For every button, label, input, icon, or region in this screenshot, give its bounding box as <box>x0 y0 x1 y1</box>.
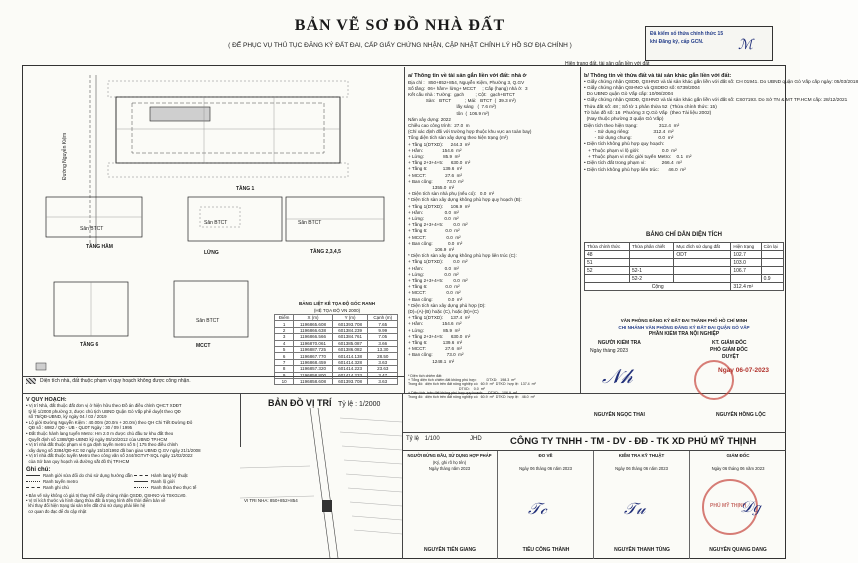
table-row <box>585 251 784 259</box>
planning-line: • Vị trí Nhà, đất thuộc đất đơn vị ở hiện hữu theo Đồ án điều chỉnh QHCT XDĐT <box>26 403 182 408</box>
coord-cell: 13.30 <box>368 346 398 352</box>
legend-item-label: Ranh lộ giới <box>151 479 175 485</box>
legend-lines <box>26 473 238 493</box>
legend-item-label: Hành lang kỹ thuật <box>151 473 188 479</box>
coord-cell: 3.63 <box>368 359 398 365</box>
coord-cell: 1196868.459 <box>294 359 332 365</box>
director-role-3: DUYỆT <box>722 354 739 360</box>
land-info-line: • Diện tích không phù hợp liên trúc: 46.0 m² <box>584 167 686 173</box>
building-info-line: + Lửng: 85.9 m² <box>408 327 460 333</box>
planning-line: xây dựng số 3384/QĐ-KC 92 ngày 15/10/1992 đã ban giao UBND Q.GV ngày 21/1/2008 <box>26 447 201 453</box>
coordinate-table-block <box>274 301 400 385</box>
area-header: Thửa chính thức <box>585 243 630 251</box>
floor-label-tang-2345: TẦNG 2,3,4,5 <box>310 249 341 255</box>
room-label-4: Sân BTCT <box>196 318 220 324</box>
building-info-line: + Tầng 1(DTXD): 106.9 m² <box>408 203 471 209</box>
planning-heading: V QUY HOẠCH: <box>26 396 67 403</box>
coord-cell: 601393.708 <box>332 378 368 384</box>
sign-role: NGƯỜI ĐỨNG ĐẦU, SỬ DỤNG HỢP PHÁP <box>407 453 492 458</box>
coord-cell: 1196858.800 <box>294 372 332 378</box>
table-row <box>585 259 784 267</box>
building-info-line: * Diện tích sàn xây dựng không phù hợp liên trúc (C): <box>408 253 517 259</box>
planning-line: • Vị trí nhà đất thuộc phạm vi 6 ga định tuyến metro số 5 ( 175 theo điều chỉnh <box>26 442 178 448</box>
coord-cell: 1196865.608 <box>294 321 332 327</box>
coord-cell: 1196866.638 <box>294 327 332 333</box>
divider-map-left <box>240 393 241 447</box>
legend-item-label: Ranh thửa theo thực tế <box>151 485 197 491</box>
planning-line: • Vị trí nhà đất thuộc tuyến Metro theo công văn số 244/SGTVT-SQL ngày 11/02/2022 <box>26 453 193 459</box>
coord-cell: 9 <box>275 372 294 378</box>
area-cell <box>731 275 761 283</box>
building-info-line: (D)=(A)-(B) hoặc (C), hoặc (B)+(C) <box>408 309 479 315</box>
coord-cell: 10 <box>275 378 294 384</box>
land-info-line: • Giấy chứng nhận QSDĐ, QSHNO và tài sản khác gắn liền với đất số: CS07193. Do Sở TN & MT TP.HCM cấp: 28/12/2021 <box>584 98 848 104</box>
land-info-line: • Giấy chứng nhận QSDĐ, QSHNO và tài sản khác gắn liền với đất số: CH 01941. Do UBND quận Gò Vấp cấp ngày: 05/03/2018 <box>584 79 858 85</box>
building-info-line: + MCCT: 0.0 m² <box>408 290 461 296</box>
building-info-line: + Tầng 1(DTXD): 0.0 m² <box>408 259 468 265</box>
area-cell: 52-2 <box>629 275 673 283</box>
building-info-lines <box>408 80 578 365</box>
legend-line-sample <box>26 481 40 482</box>
approval-org-1: VĂN PHÒNG ĐĂNG KÝ ĐẤT ĐAI THÀNH PHỐ HỒ CHÍ MINH <box>620 318 748 323</box>
floor-label-tang-6: TẦNG 6 <box>80 342 99 348</box>
area-cell <box>674 259 731 267</box>
building-info-line: + Hầm: 0.0 m² <box>408 209 459 215</box>
coord-cell: 1196858.608 <box>294 378 332 384</box>
approval-org-2: CHI NHÁNH VĂN PHÒNG ĐĂNG KÝ ĐẤT ĐAI QUẬN GÒ VẤP <box>618 324 750 330</box>
planning-line: của Sở ban quy hoạch và đường sắt đô thị TP.HCM <box>26 458 130 464</box>
area-cell: 0.9 <box>761 275 783 283</box>
room-label-3: Sân BTCT <box>298 220 322 226</box>
area-cell <box>629 259 673 267</box>
building-info-line: + Tầng 1(DTXD): 244.3 m² <box>408 141 471 147</box>
building-info-line: + Tầng 6: 0.0 m² <box>408 228 460 234</box>
building-info-line: + Lửng: 0.0 m² <box>408 271 459 277</box>
planning-line: • Lộ giới Đường Nguyễn Kiệm : 40.00m (20.0m + 20.0m) theo QH Chi Tiết Đường Đô <box>26 419 193 425</box>
planning-line: tỷ lệ 1/2000 phường 3, được chủ tịch UBND Quận Gò Vấp phê duyệt theo QĐ <box>26 408 181 414</box>
coord-cell: 3.47 <box>368 372 398 378</box>
divider-plan-info <box>404 67 405 393</box>
building-info-line: + Tầng 2+3+4+5: 630.0 m² <box>408 333 471 339</box>
note-row-1 <box>26 378 238 385</box>
building-info-line: + Ban công: 73.0 m² <box>408 178 464 184</box>
area-cell <box>629 251 673 259</box>
area-cell: 103.0 <box>731 259 761 267</box>
sign-role: ĐO VẼ <box>538 453 553 458</box>
sign-date: Ngày 06 tháng 06 năm 2023 <box>615 465 668 471</box>
building-info-line: + Tầng 6: 139.6 m² <box>408 166 463 172</box>
document-subtitle: ( ĐỂ PHỤC VỤ THỦ TỤC ĐĂNG KÝ ĐẤT ĐAI, CẤP GIẤY CHỨNG NHẬN, CẬP NHẬT CHỈNH LÝ HỒ SƠ ĐỊA CHÍNH ) <box>228 42 572 49</box>
coord-cell: 4 <box>275 340 294 346</box>
coord-cell: 28.50 <box>368 353 398 359</box>
summary-line: + Tổng diện tích chiếm đất không phù hợp: DTXD: 198.3 m² <box>408 378 516 383</box>
floor-label-tang-1: TẦNG 1 <box>236 186 255 192</box>
checker-tech-signature: 𝒯𝓊 <box>624 501 646 518</box>
coord-cell: 7.05 <box>368 334 398 340</box>
coord-header: X (m) <box>294 315 332 321</box>
sign-col-checker <box>594 451 690 559</box>
building-info-line: + Hầm: 154.6 m² <box>408 321 462 327</box>
area-cell <box>761 267 783 275</box>
coord-cell: 601384.239 <box>332 327 368 333</box>
coord-cell: 601386.082 <box>332 346 368 352</box>
building-info-line: + Tầng 2+3+4+5: 630.0 m² <box>408 160 471 166</box>
legend-item-label: Ranh giới sửa đổi do chủ sử dụng hướng dẫn <box>43 473 133 479</box>
planning-lines <box>26 403 238 465</box>
planning-line: số 75/QĐ-UBND, ký ngày 04 / 03 / 2019 <box>26 414 107 420</box>
land-info <box>584 73 858 174</box>
coord-cell: 601414.328 <box>332 359 368 365</box>
summary-line: DTXD: 0.0 m² <box>408 386 485 391</box>
table-row <box>585 275 784 283</box>
coord-cell: 3.63 <box>368 378 398 384</box>
building-info-line: + MCCT: 0.0 m² <box>408 234 461 240</box>
checker-name: NGUYỄN NGỌC THAI <box>594 412 645 418</box>
summary-line: * Diện tích chiếm đất: <box>408 374 443 378</box>
summary-line: Trong đó: diện tích trên đất nông nghiệp có 60.9 m² DTKD hợp lệ: 46.0 m² <box>408 395 535 400</box>
coord-cell: 601414.233 <box>332 372 368 378</box>
coord-cell: 1196866.566 <box>294 334 332 340</box>
sign-role: GIÁM ĐỐC <box>726 453 750 458</box>
area-cell <box>674 275 731 283</box>
area-cell: 102.7 <box>731 251 761 259</box>
building-info-line: + Tầng 6: 139.6 m² <box>408 340 463 346</box>
sign-date: Ngày 06 tháng 06 năm 2023 <box>519 465 572 471</box>
coord-cell: 9.99 <box>368 327 398 333</box>
area-table <box>584 242 784 291</box>
land-info-line: (Nay thuộc phường 3 quận Gò Vấp) <box>584 117 664 123</box>
land-info-line: Thửa đất số: 48 ; Số tờ 1 phân thửa 52 (Thửa chính thức: 15) <box>584 104 717 110</box>
location-map <box>240 394 402 559</box>
footer-scale-label: Tỷ lệ <box>406 436 420 442</box>
building-info-line: + Tầng 6: 0.0 m² <box>408 284 460 290</box>
footprint-summary <box>408 374 584 399</box>
area-cell: 51 <box>585 259 630 267</box>
area-cell <box>761 251 783 259</box>
area-header-row <box>585 243 784 251</box>
building-info-line: + Ban công: 0.0 m² <box>408 240 463 246</box>
coord-cell: 1196887.725 <box>294 346 332 352</box>
divider-footer <box>402 432 786 433</box>
checker-role: NGƯỜI KIỂM TRA <box>598 340 641 346</box>
notes-block <box>26 378 238 514</box>
director-role-2: PHÓ GIÁM ĐỐC <box>710 347 748 353</box>
summary-line: + Diện tích trên đất không phù hợp quy hoạch: DTXD: 106.9 m² <box>408 390 518 395</box>
stamp-line-1: Đã kiểm số thửa chính thức 15 <box>650 31 724 37</box>
legend-note-line: cơ quan đo đạc để đo cập nhật <box>26 508 87 514</box>
sign-col-owner <box>402 451 498 559</box>
director-signature: 𝒟𝑔 <box>740 499 761 516</box>
building-info <box>408 73 578 365</box>
sign-sub: (Ký, ghi rõ họ tên) <box>432 459 467 465</box>
office-seal <box>694 360 734 400</box>
legend-note-line: khi thay đổi hiện trạng tài sản trên đất chủ sử dụng phải liên hệ <box>26 503 146 509</box>
legend-item-label: Ranh tuyến metro <box>43 479 78 485</box>
building-info-line: Kết cấu nhà : Tường: gạch ; Cột: gạch+BTCT <box>408 91 515 97</box>
floor-label-lung: LỬNG <box>204 250 219 256</box>
building-info-line: * Diện tích sàn xây dựng không phù hợp quy hoạch (B): <box>408 197 522 203</box>
coord-header: Điểm <box>275 315 294 321</box>
building-info-line: Chiều cao công trình: 27.0 m <box>408 122 470 128</box>
stamp-line-2: khi Đăng ký, cấp GCN. <box>650 39 704 45</box>
summary-line: Trong đó: diện tích trên đất nông nghiệp có 60.9 m² DTKD hợp lệ: 137.4 m² <box>408 382 536 387</box>
coord-cell: 601393.708 <box>332 321 368 327</box>
divider-plan-bottom <box>22 376 404 377</box>
building-info-line: Năm xây dựng: 2022 <box>408 116 451 122</box>
checker-signature: 𝒩𝒽 <box>602 366 633 388</box>
area-table-heading: BẢNG CHỈ DẪN DIỆN TÍCH <box>646 232 722 238</box>
building-info-heading: a/ Thông tin về tài sản gắn liền với đất: nhà ở <box>408 73 527 79</box>
location-address: VI TRI NHA: 850+852+854 <box>244 498 298 503</box>
street-label: Đường Nguyễn Kiệm <box>62 132 68 180</box>
seal-text: PHÚ MỸ THỊNH <box>710 503 747 509</box>
sign-name: NGUYỄN QUANG DANG <box>709 547 767 553</box>
location-map-scale: Tỷ lệ : 1/2000 <box>338 401 381 408</box>
location-map-drawing <box>240 408 402 558</box>
land-info-line: - Sử dụng riêng: 312.4 m² <box>584 129 674 135</box>
area-header: Thửa phân chiết <box>629 243 673 251</box>
director-role-1: KT. GIÁM ĐỐC <box>712 340 747 346</box>
note-row-text: Diện tích nhà, đất thuộc phạm vi quy hoạch không được công nhận. <box>40 378 191 384</box>
land-info-line: • Diện tích đất trong phạm vi: 266.4 m² <box>584 161 682 167</box>
coord-header: Cạnh (m) <box>368 315 398 321</box>
planning-line: QĐ số : 6982 / QĐ - UB - QLĐT Ngày : 30 / 09 / 1995 <box>26 425 133 431</box>
building-info-line: Địa chỉ : 850+852+854, Nguyễn Kiệm, Phường 3, Q.GV <box>408 79 525 85</box>
building-info-line: + Hầm: 0.0 m² <box>408 265 459 271</box>
land-info-line: Tờ bản đồ số: 16 Phường 3 Q.Gò Vấp (theo Tài liệu 2002) <box>584 110 712 116</box>
building-info-line: 106.9 m² <box>408 246 455 252</box>
coord-cell: 6 <box>275 353 294 359</box>
building-info-line: + Tầng 2+3+4+5: 0.0 m² <box>408 222 468 228</box>
floor-label-mcct: MCCT <box>196 343 211 349</box>
area-total-value: 312.4 m² <box>731 283 784 291</box>
room-label-1: Sân BTCT <box>80 226 104 232</box>
legend-line-sample <box>134 481 148 482</box>
legend-notes <box>26 493 238 514</box>
coord-cell: 1 <box>275 321 294 327</box>
coord-cell: 601385.087 <box>332 340 368 346</box>
coord-subtitle: (HỆ TỌA ĐỘ VN 2000) <box>313 307 361 313</box>
coord-cell: 1196867.770 <box>294 353 332 359</box>
land-info-line: Diện tích theo hiện trạng: 312.4 m² <box>584 123 680 129</box>
building-info-line: * Diện tích sàn xây dựng phù hợp (D): <box>408 302 486 308</box>
coord-header: Y (m) <box>332 315 368 321</box>
coord-cell: 1196857.320 <box>294 366 332 372</box>
building-info-line: + Hầm: 154.6 m² <box>408 147 462 153</box>
coord-cell: 7.65 <box>368 321 398 327</box>
sign-role: KIỂM TRA KỸ THUẬT <box>618 453 665 458</box>
sign-name: NGUYỄN THANH TÙNG <box>614 547 670 553</box>
building-info-line: + Lửng: 0.0 m² <box>408 215 459 221</box>
building-info-line: tôn ( 106.9 m²) <box>408 110 490 116</box>
area-cell: ODT <box>674 251 731 259</box>
legend-line-sample <box>26 487 40 488</box>
legend-item-label: Ranh ghi chú <box>43 485 69 491</box>
sign-name: TIÊU CÔNG THÀNH <box>522 547 570 553</box>
building-info-line: Số tầng: 06+ hầm+ lửng+ MCCT ; Cấp (hạng) nhà ở: 3 <box>408 85 528 91</box>
legend-line-sample <box>134 475 148 476</box>
footer-sheet-no: JHD <box>470 436 482 442</box>
land-info-line: • Giấy chứng nhận QSHNO và QSDĐO số: 6739/2004 <box>584 85 700 91</box>
planning-line: • Đất thuộc hành lang tuyến Metro: Hm 2.0 m được chủ đầu tư khu đất theo <box>26 430 174 436</box>
coord-cell: 5 <box>275 346 294 352</box>
land-info-heading: b/ Thông tin về thửa đất và tài sản khác gắn liền với đất: <box>584 73 732 79</box>
legend-item <box>26 485 69 492</box>
divider-info-land <box>580 67 581 393</box>
company-name: CÔNG TY TNHH - TM - DV - ĐĐ - TK XD PHÚ MỸ THỊNH <box>510 436 757 447</box>
area-cell <box>761 259 783 267</box>
coord-cell: 7 <box>275 359 294 365</box>
building-info-line: + Tầng 1(DTXD): 137.4 m² <box>408 315 471 321</box>
approve-date: Ngày 06-07-2023 <box>718 367 769 374</box>
table-row <box>585 267 784 275</box>
coord-title: BẢNG LIỆT KÊ TỌA ĐỘ GÓC RANH <box>298 301 376 306</box>
land-info-lines <box>584 79 858 174</box>
building-info-line: + Lửng: 85.9 m² <box>408 153 460 159</box>
approval-block <box>584 318 784 428</box>
coord-cell: 23.63 <box>368 366 398 372</box>
area-header: Còn lại <box>761 243 783 251</box>
floor-label-tang-ham: TẦNG HẦM <box>86 244 113 250</box>
area-header: Hiện trạng <box>731 243 761 251</box>
coordinate-table <box>274 314 398 385</box>
area-cell <box>674 267 731 275</box>
building-info-line: (Chỉ xác định đối với trường hợp thuộc khu vực an toàn bay) <box>408 129 532 135</box>
area-cell <box>585 275 630 283</box>
area-cell: 52-1 <box>629 267 673 275</box>
checker-date: Ngày tháng 2023 <box>590 348 629 354</box>
checked-stamp <box>645 26 773 61</box>
summary-lines <box>408 374 584 399</box>
director-name: NGUYỄN HỒNG LỘC <box>716 412 766 418</box>
surveyor-signature: 𝒯𝒸 <box>528 501 547 518</box>
coord-cell: 3 <box>275 334 294 340</box>
building-info-line: Sàn: BTCT ; Mái: BTCT ( 39.3 m²) <box>408 98 516 104</box>
building-info-line: Tổng diện tích sàn xây dựng theo hiện trạng (m²) <box>408 135 508 141</box>
table-row <box>275 378 398 384</box>
building-info-line: + Tầng 2+3+4+5: 0.0 m² <box>408 278 468 283</box>
hatch-legend-swatch <box>26 378 36 384</box>
building-info-line: + Ban công: 0.0 m² <box>408 296 463 302</box>
land-info-line: • Diện tích không phù hợp quy hoạch: <box>584 142 665 148</box>
legend-note-line: • Bản vẽ này không có giá trị thay thế Giấy chứng nhận QSDĐ, QSHNO và TSKGLVĐ. <box>26 493 187 499</box>
room-label-2: Sân BTCT <box>204 220 228 226</box>
coord-cell: 1196870.061 <box>294 340 332 346</box>
coord-cell: 3.66 <box>368 340 398 346</box>
area-cell: 48 <box>585 251 630 259</box>
coord-cell: 601384.761 <box>332 334 368 340</box>
approval-section: PHẦN KIỂM TRA NỘI NGHIỆP <box>648 331 720 337</box>
coord-cell: 601414.223 <box>332 366 368 372</box>
land-info-line: + Thuộc phạm vi lộ giới: 0.0 m² <box>584 148 677 154</box>
footer-scale <box>406 436 440 443</box>
land-info-line: + Thuộc phạm vi mốc giới tuyến Metro: 0.1 m² <box>584 155 692 161</box>
area-total-label: Cộng <box>585 283 731 291</box>
coord-cell: 2 <box>275 327 294 333</box>
sign-col-surveyor <box>498 451 594 559</box>
building-info-line: + Ban công: 73.0 m² <box>408 352 464 358</box>
sign-col-director <box>690 451 786 559</box>
coord-cell: 8 <box>275 366 294 372</box>
building-info-line: + MCCT: 27.6 m² <box>408 346 462 352</box>
plan-right-heading: Hiện trạng đất, tài sản gắn liền với đất <box>565 61 650 67</box>
building-info-line: lấy sáng ( 7.6 m²) <box>408 104 497 110</box>
land-info-line: - Sử dụng chung: 0.0 m² <box>584 136 674 142</box>
legend-heading: Ghi chú: <box>26 466 51 473</box>
document-title: BẢN VẼ SƠ ĐỒ NHÀ ĐẤT <box>294 17 506 34</box>
area-cell: 52 <box>585 267 630 275</box>
legend-line-sample <box>134 487 148 488</box>
coord-cell: 601414.138 <box>332 353 368 359</box>
area-header: Mục đích sử dụng đất <box>674 243 731 251</box>
legend-item <box>134 485 196 492</box>
legend-note-line: • Vị trí kích thước và hình dạng thửa đất là trọng hình đến thời điểm bản vẽ <box>26 498 166 504</box>
stamp-signature: ℳ <box>738 38 753 53</box>
sign-date: Ngày 06 tháng 06 năm 2023 <box>711 465 765 471</box>
legend-line-sample <box>26 475 40 476</box>
area-cell: 106.7 <box>731 267 761 275</box>
building-info-line: + MCCT: 27.6 m² <box>408 172 462 178</box>
planning-line: Quyết định số 1388/QĐ-UBND ký ngày 05/10/2012 của UBND TP.HCM <box>26 436 168 442</box>
area-total-row <box>585 283 784 291</box>
location-map-title-text: BẢN ĐỒ VỊ TRÍ <box>268 398 332 408</box>
building-info-line: 1248.1 m² <box>408 358 455 364</box>
building-info-line: 1355.0 m² <box>408 184 455 190</box>
footer-scale-value: 1/100 <box>424 436 440 442</box>
sign-name: NGUYỄN TIẾN GIANG <box>424 547 476 553</box>
land-info-line: Do UBND quận Gò Vấp cấp: 10/06/2004 <box>584 92 674 98</box>
signature-row <box>402 451 786 559</box>
sign-date: Ngày tháng năm 2023 <box>428 466 471 471</box>
building-info-line: + Diện tích sàn nhà phụ (nếu có): 0.0 m² <box>408 191 495 197</box>
